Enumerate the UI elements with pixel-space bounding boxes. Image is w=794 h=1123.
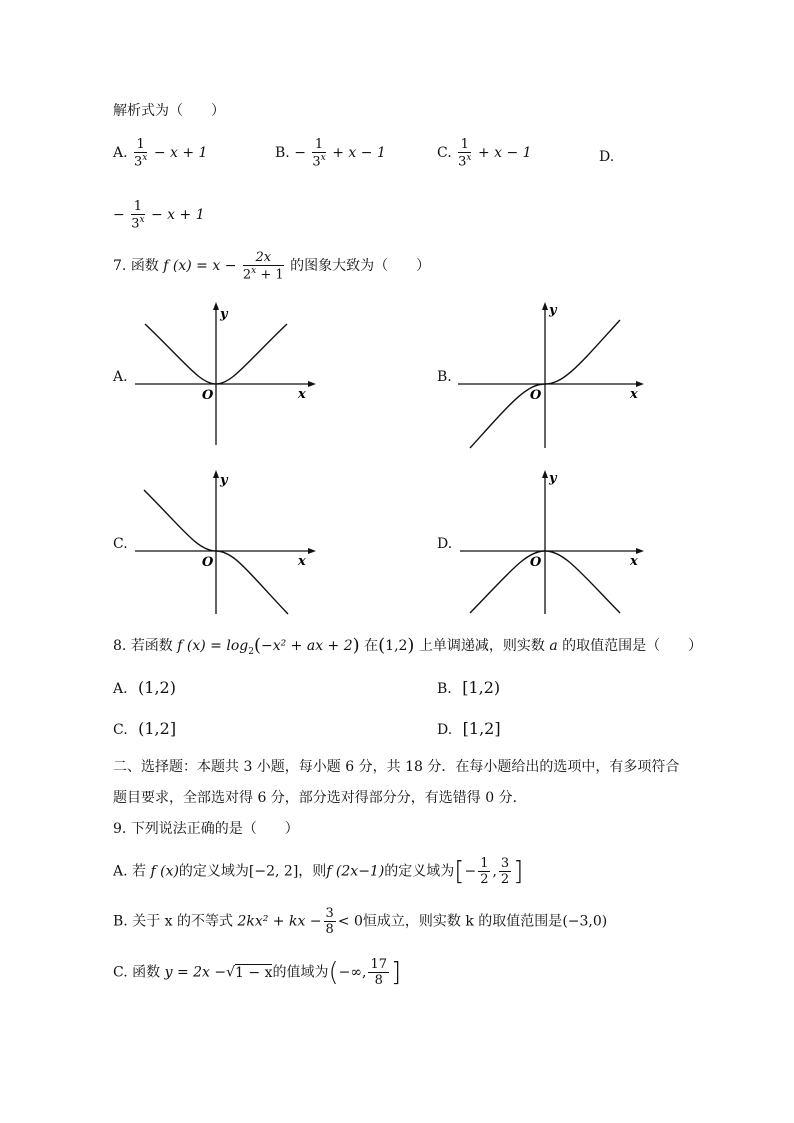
fraction: $\frac{2x}{2^x + 1}$ bbox=[242, 250, 284, 283]
q9-option-c: C. 函数 y = 2x −√1 − x的值域为(−∞, $\frac{17}{8}$ ] bbox=[113, 957, 402, 988]
question-number: 9. bbox=[113, 821, 127, 837]
q8-stem: 8. 若函数 f $(x) = \log_2(-x^2$ + ax + 2) 在(1,2) 上单调递减，则实数 a 的取值范围是（ ） bbox=[113, 635, 703, 657]
graph-d-svg bbox=[458, 468, 658, 618]
graph-c bbox=[130, 468, 330, 621]
q6-option-d-label: D. bbox=[599, 149, 615, 165]
log-argument: −x² + ax + 2 bbox=[260, 638, 353, 654]
interval: 1,2 bbox=[385, 638, 408, 654]
axis-y-label: y bbox=[549, 471, 557, 486]
axis-x-label: x bbox=[298, 387, 306, 402]
option-text: 恒成立，则实数 k 的取值范围是 bbox=[362, 913, 563, 930]
minus-sign: − bbox=[113, 207, 125, 224]
option-label: C. bbox=[113, 964, 128, 981]
graph-b bbox=[458, 300, 658, 453]
fraction: $\frac{17}{8}$ bbox=[370, 957, 388, 988]
q6-option-c bbox=[437, 138, 532, 168]
graph-c-label: C. bbox=[113, 536, 128, 552]
stem-text: 的取值范围是（ ） bbox=[562, 638, 703, 654]
stem-text: 在 bbox=[364, 638, 379, 654]
function-expression: f (2x−1) bbox=[326, 863, 385, 880]
axis-x-label: x bbox=[298, 554, 306, 569]
minus-sign: − bbox=[294, 145, 306, 162]
fraction: $\frac{1}{3^x}$ bbox=[131, 199, 145, 232]
option-text: 函数 bbox=[132, 964, 161, 981]
fraction: $\frac{1}{3^x}$ bbox=[458, 137, 472, 170]
graph-a-svg bbox=[130, 300, 330, 450]
fraction: $\frac{1}{3^x}$ bbox=[312, 137, 326, 170]
domain-interval: [−2, 2] bbox=[248, 863, 299, 880]
option-expression: + x − 1 bbox=[477, 145, 532, 162]
inequality-expression: < 0 bbox=[337, 913, 363, 930]
q9-option-a: A. 若 f (x)的定义域为[−2, 2]，则f (2x−1)的定义域为[− $\frac{1}{2}$ , $\frac{3}{2}$ ] bbox=[113, 856, 524, 887]
option-expression: + x − 1 bbox=[332, 145, 386, 162]
function-expression: f (x) bbox=[150, 863, 179, 880]
graph-c-svg bbox=[130, 468, 330, 618]
option-label: B. bbox=[275, 145, 290, 162]
q6-stem-tail: 解析式为（ ） bbox=[113, 103, 225, 119]
graph-d bbox=[458, 468, 658, 621]
stem-text: 上单调递减，则实数 bbox=[418, 638, 545, 654]
stem-text: 的图象大致为（ ） bbox=[290, 258, 431, 275]
option-text: 的定义域为 bbox=[178, 863, 249, 880]
option-label: C. bbox=[437, 145, 452, 162]
fraction: $\frac{3}{2}$ bbox=[500, 856, 510, 887]
q8-option-b bbox=[437, 680, 500, 696]
sqrt-radicand: 1 − x bbox=[235, 964, 273, 981]
function-expression: f (x) = log bbox=[177, 638, 249, 654]
fraction: $\frac{1}{2}$ bbox=[480, 856, 489, 887]
q9-option-b bbox=[113, 907, 607, 936]
q8-option-d bbox=[437, 721, 501, 737]
q6-option-d bbox=[113, 200, 205, 230]
q6-option-b bbox=[275, 138, 386, 168]
function-expression: y = 2x − bbox=[164, 964, 227, 981]
option-value: [1,2) bbox=[462, 678, 501, 697]
origin-label: O bbox=[530, 388, 542, 403]
origin-label: O bbox=[202, 555, 214, 570]
question-number: 7. bbox=[113, 258, 127, 275]
fraction: $\frac{3}{8}$ bbox=[325, 906, 334, 937]
option-label: C. bbox=[113, 722, 128, 738]
option-label: D. bbox=[437, 722, 453, 738]
function-expression: f (x) = x − bbox=[163, 258, 237, 275]
variable: a bbox=[549, 638, 558, 654]
q7-stem bbox=[113, 251, 430, 281]
axis-y-label: y bbox=[220, 307, 228, 322]
option-text: 的值域为 bbox=[272, 964, 329, 981]
section2-line1: 二、选择题：本题共 3 小题，每小题 6 分，共 18 分．在每小题给出的选项中，有多项符合 bbox=[113, 759, 680, 775]
origin-label: O bbox=[530, 555, 542, 570]
option-text: ，则 bbox=[298, 863, 327, 880]
axis-x-label: x bbox=[630, 387, 638, 402]
axis-x-label: x bbox=[630, 554, 638, 569]
graph-d-label: D. bbox=[437, 536, 453, 552]
question-number: 8. bbox=[113, 638, 127, 654]
axis-y-label: y bbox=[549, 303, 557, 318]
q6-option-a bbox=[113, 138, 207, 168]
range-start: −∞, bbox=[338, 964, 367, 981]
option-value: (1,2] bbox=[138, 719, 177, 738]
graph-a bbox=[130, 300, 330, 453]
graph-a-label: A. bbox=[113, 369, 128, 385]
option-label: A. bbox=[113, 863, 128, 880]
stem-text: 下列说法正确的是（ ） bbox=[130, 821, 299, 837]
origin-label: O bbox=[202, 388, 214, 403]
q8-option-a bbox=[113, 680, 176, 696]
graph-b-svg bbox=[458, 300, 658, 450]
range-interval: (−3,0) bbox=[562, 913, 608, 930]
option-text: 关于 x 的不等式 bbox=[132, 913, 233, 930]
fraction: $\frac{1}{3^x}$ bbox=[134, 137, 148, 170]
option-text: 的定义域为 bbox=[384, 863, 455, 880]
stem-text: 若函数 bbox=[130, 638, 173, 654]
option-label: B. bbox=[437, 681, 452, 697]
q8-option-c bbox=[113, 721, 176, 737]
option-label: A. bbox=[113, 681, 128, 697]
sqrt-sign: √ bbox=[226, 964, 236, 981]
option-text: 若 bbox=[132, 863, 147, 880]
option-value: (1,2) bbox=[138, 678, 176, 697]
option-value: [1,2] bbox=[462, 719, 501, 738]
stem-text: 函数 bbox=[130, 258, 159, 275]
option-label: A. bbox=[113, 145, 128, 162]
q9-stem bbox=[113, 822, 299, 836]
inequality-expression: 2kx² + kx − bbox=[237, 913, 322, 930]
axis-y-label: y bbox=[220, 473, 228, 488]
log-base: 2 bbox=[248, 646, 254, 657]
option-expression: − x + 1 bbox=[153, 145, 208, 162]
option-label: B. bbox=[113, 913, 128, 930]
option-expression: − x + 1 bbox=[151, 207, 205, 224]
graph-b-label: B. bbox=[437, 369, 452, 385]
section2-line2: 题目要求，全部选对得 6 分，部分选对得部分分，有选错得 0 分． bbox=[113, 790, 527, 806]
